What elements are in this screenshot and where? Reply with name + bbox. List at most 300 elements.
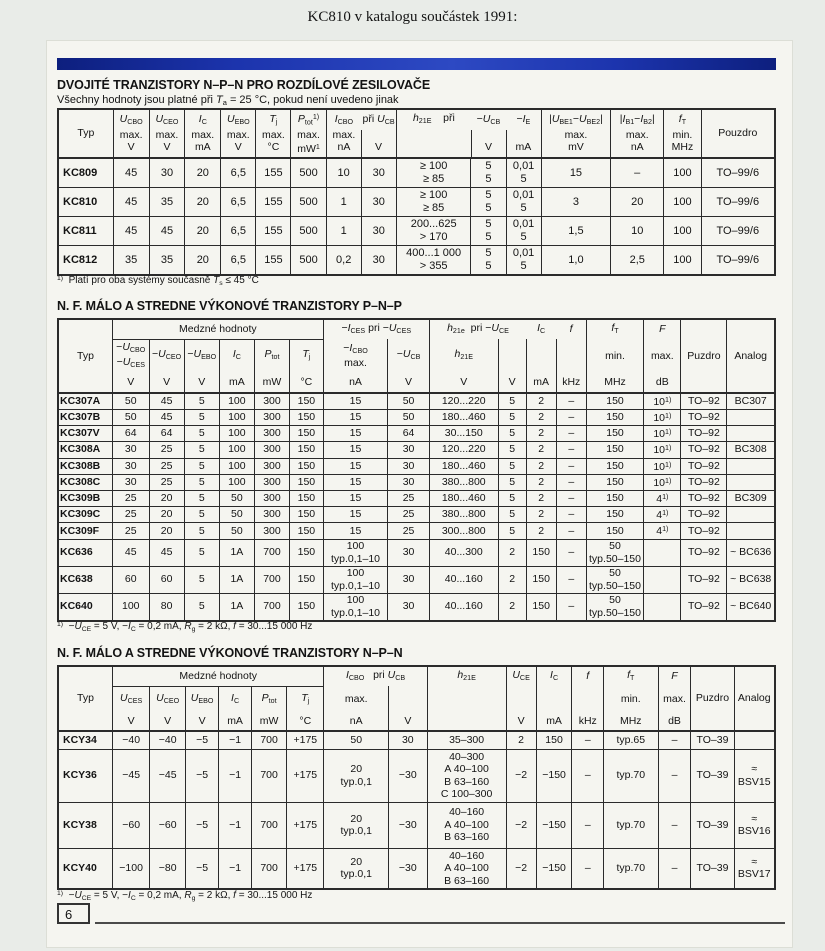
table-row [58,593,775,621]
table-cell: 2 [526,491,556,507]
table-cell: TO–92 [681,409,727,425]
table-cell: 20 [185,158,221,188]
table-cell: 100 [112,593,149,621]
header-cell: $U_{CBO}$ max. V [113,109,149,158]
table-cell: 700 [254,539,289,566]
table-cell: 200...625 > 170 [396,217,471,246]
table-cell: – [556,491,586,507]
section2-table [57,318,776,622]
header-row [58,373,775,393]
table-cell: 6,5 [221,188,256,217]
table-cell: 30 [388,474,430,490]
table-cell: 150 [290,593,324,621]
table-cell: −30 [388,802,427,848]
table-cell: 2 [498,593,526,621]
header-cell: $h_{21E}$ při [396,109,471,158]
header-cell: $T_j$ [290,339,324,373]
table-cell: 35–300 [427,731,506,749]
header-cell: $-U_{EBO}$ [184,339,219,373]
table-cell: 15 [323,491,388,507]
table-cell: 0,01 5 [506,217,541,246]
table-cell: – [556,566,586,593]
table-cell: 2 [526,393,556,410]
table-cell: 100 typ.0,1–10 [323,539,388,566]
table-cell: 6,5 [221,158,256,188]
table-cell: TO–92 [681,593,727,621]
table-cell: 150 [526,593,556,621]
table-cell: 15 [323,393,388,410]
table-cell [727,426,775,442]
table-cell: 100 [219,442,254,458]
table-cell: 30 [112,442,149,458]
header-cell [388,686,427,713]
header-cell: V [429,373,498,393]
table-cell: 300 [254,409,289,425]
table-cell: 45 [149,393,184,410]
table-cell: ≈ BSV16 [734,802,775,848]
table-cell: 25 [388,491,430,507]
table-cell: 150 [536,731,572,749]
table-cell: 3 [541,188,611,217]
header-cell: V [506,713,536,731]
table-cell: 5 [184,507,219,523]
header-row [58,109,775,158]
table-cell [644,566,681,593]
table-cell: 5 [498,491,526,507]
table-cell: 4$^{1)}$ [644,507,681,523]
table-cell: 45 [113,188,149,217]
header-cell: $U_{EBO}$ max. V [221,109,256,158]
header-cell: $P_{tot}$ [252,686,287,713]
header-cell: °C [287,713,324,731]
header-cell: F [658,666,691,686]
table-cell: −2 [506,802,536,848]
table-cell: 150 [290,523,324,539]
table-cell: 5 [184,593,219,621]
table-cell: +175 [287,802,324,848]
table-cell: 20 [611,188,664,217]
table-cell: 20 [185,188,221,217]
table-cell: 15 [323,426,388,442]
table-cell: – [658,731,691,749]
header-cell: min. [586,339,643,373]
header-cell: $h_{21E}$ [427,666,506,686]
header-cell: V [112,713,149,731]
header-cell: V [149,373,184,393]
table-cell: 10$^{1)}$ [644,442,681,458]
table-cell: −5 [186,848,219,889]
table-cell: 50 [219,507,254,523]
table-cell: 400...1 000 > 355 [396,246,471,276]
table-cell: 10$^{1)}$ [644,409,681,425]
header-cell: V [150,713,186,731]
table-cell: BC308 [727,442,775,458]
table-cell: 0,01 5 [506,188,541,217]
table-cell: 45 [149,409,184,425]
table-cell: 5 [498,458,526,474]
table-cell: 150 [290,409,324,425]
table-cell: −40 [150,731,186,749]
table-cell: −150 [536,848,572,889]
table-cell: – [658,802,691,848]
table-cell: 5 [498,474,526,490]
table-cell: 30 [112,474,149,490]
section2-footnote: $^{1)} -U_{CE} = 5$ V, $-I_C = 0,2$ mA, $R_g = 2$ kΩ, f = 30...15 000 Hz [57,621,313,634]
table-cell: 700 [252,731,287,749]
header-cell: Puzdro [691,666,734,731]
type-cell: KC308B [58,458,112,474]
table-cell: 150 [586,442,643,458]
table-cell: – [572,731,604,749]
header-cell: $h_{21e}$ pri $-U_{CE}$ [429,319,526,339]
table-cell: 5 [184,458,219,474]
header-cell: $I_C$ [219,339,254,373]
table-cell: TO–92 [681,507,727,523]
table-cell: −1 [219,802,252,848]
header-cell: Typ [58,319,112,393]
table-cell: 700 [252,749,287,802]
table-cell: 500 [291,217,326,246]
table-cell: – [556,593,586,621]
table-cell: 5 5 [471,217,506,246]
table-cell: 4$^{1)}$ [644,491,681,507]
table-cell: 300 [254,491,289,507]
table-cell: 35 [113,246,149,276]
table-cell: −1 [219,731,252,749]
table-cell: 1A [219,593,254,621]
table-cell: 150 [526,539,556,566]
table-cell [644,539,681,566]
table-cell: 40...160 [429,593,498,621]
table-cell: 25 [112,523,149,539]
table-row [58,802,775,848]
table-cell: 30 [388,731,427,749]
table-cell: 30 [361,188,396,217]
table-cell: −2 [506,749,536,802]
header-cell: V [112,373,149,393]
table-cell: 5 5 [471,158,506,188]
table-cell: 2 [526,442,556,458]
header-cell: $I_{CBO}$ max. nA [326,109,361,158]
header-cell [556,339,586,373]
table-row [58,507,775,523]
table-cell: typ.65 [604,731,658,749]
header-cell: $-I_E$ mA [506,109,541,158]
table-cell: TO–92 [681,491,727,507]
header-cell: f [556,319,586,339]
table-cell: typ.70 [604,802,658,848]
table-cell: 64 [112,426,149,442]
table-cell: 50 typ.50–150 [586,593,643,621]
table-cell: 150 [526,566,556,593]
table-cell: 300 [254,442,289,458]
table-cell: 20 [149,523,184,539]
table-cell: 25 [388,507,430,523]
table-cell: 30...150 [429,426,498,442]
catalog-sheet [47,41,792,947]
table-cell: 40–160 A 40–100 B 63–160 [427,802,506,848]
table-cell: 100 [219,474,254,490]
table-cell: +175 [287,731,324,749]
table-row [58,217,775,246]
header-cell: f [572,666,604,686]
table-cell: 5 [498,409,526,425]
table-cell: 2 [526,458,556,474]
table-cell: 30 [388,458,430,474]
table-cell: 25 [149,458,184,474]
table-cell: 150 [586,491,643,507]
section1-subtitle: Všechny hodnoty jsou platné při $T_a = 25$ °C, pokud není uvedeno jinak [57,94,399,108]
header-cell: nA [323,373,388,393]
type-cell: KC636 [58,539,112,566]
section1-heading: DVOJITÉ TRANZISTORY N–P–N PRO ROZDÍLOVÉ ZESILOVAČE [57,78,431,92]
table-cell: 45 [149,539,184,566]
table-cell: 10$^{1)}$ [644,458,681,474]
table-cell: 40...160 [429,566,498,593]
table-cell: 120...220 [429,393,498,410]
table-cell: TO–92 [681,442,727,458]
table-cell: – [556,507,586,523]
table-cell [734,731,775,749]
table-row [58,848,775,889]
table-cell: – [556,474,586,490]
table-cell: 155 [256,246,291,276]
table-cell: 180...460 [429,458,498,474]
table-cell: – [572,749,604,802]
table-cell: +175 [287,848,324,889]
table-cell: 5 [184,409,219,425]
table-cell: – [658,848,691,889]
table-cell: TO–99/6 [701,188,775,217]
table-cell: 30 [388,442,430,458]
header-cell: při $U_{CB}$ V [361,109,396,158]
table-row [58,246,775,276]
table-cell: 0,01 5 [506,158,541,188]
type-cell: KC638 [58,566,112,593]
table-row [58,731,775,749]
table-cell: 120...220 [429,442,498,458]
table-cell: 5 [184,426,219,442]
header-cell: $I_C$ [536,666,572,686]
header-cell: V [498,373,526,393]
table-cell: 50 typ.50–150 [586,539,643,566]
table-cell: 5 [184,442,219,458]
table-cell: 1A [219,566,254,593]
table-cell: 700 [252,802,287,848]
table-cell: 150 [290,491,324,507]
header-cell: $I_C$ [219,686,252,713]
type-cell: KC309B [58,491,112,507]
header-cell: nA [324,713,389,731]
header-bar [57,58,776,70]
header-row [58,339,775,373]
table-cell: −5 [186,731,219,749]
table-cell: 4$^{1)}$ [644,523,681,539]
type-cell: KCY38 [58,802,112,848]
type-cell: KC308A [58,442,112,458]
table-cell: 500 [291,188,326,217]
table-row [58,393,775,410]
table-cell: 35 [149,246,185,276]
table-cell [644,593,681,621]
header-cell: mA [526,373,556,393]
table-row [58,409,775,425]
table-cell: TO–92 [681,539,727,566]
table-cell: −1 [219,749,252,802]
table-cell: 155 [256,158,291,188]
table-cell: 100 [664,217,701,246]
table-cell: 50 [388,393,430,410]
table-cell: 150 [290,393,324,410]
table-cell: 100 [219,393,254,410]
table-cell: 20 [185,246,221,276]
table-cell [727,409,775,425]
catalog-table [57,318,776,622]
type-cell: KC812 [58,246,113,276]
table-cell: TO–99/6 [701,246,775,276]
type-cell: KC307V [58,426,112,442]
table-cell: 150 [586,474,643,490]
table-cell: 15 [323,458,388,474]
table-cell: BC307 [727,393,775,410]
table-cell: 2 [526,426,556,442]
table-cell: 60 [112,566,149,593]
header-cell: $-I_{CBO}$ max. [323,339,388,373]
table-cell: 15 [323,409,388,425]
header-cell: Pouzdro [701,109,775,158]
table-cell: 35 [149,188,185,217]
table-cell: 40...300 [429,539,498,566]
header-cell: Typ [58,109,113,158]
table-cell: 2 [498,566,526,593]
table-cell: 15 [541,158,611,188]
header-row [58,713,775,731]
table-cell: 100 [664,188,701,217]
table-cell: 150 [290,426,324,442]
table-row [58,426,775,442]
header-cell: $-I_{CES}$ pri $-U_{CES}$ [323,319,429,339]
table-cell: 45 [113,217,149,246]
section1-table [57,108,776,276]
table-cell: ~ BC638 [727,566,775,593]
table-cell: 1 [326,217,361,246]
table-cell: 45 [113,158,149,188]
header-cell [506,686,536,713]
table-cell: −40 [112,731,149,749]
header-cell [526,339,556,373]
table-cell: −45 [150,749,186,802]
header-cell: $I_{CBO}$ pri $U_{CB}$ [324,666,427,686]
table-cell [727,507,775,523]
table-cell: −150 [536,749,572,802]
table-row [58,158,775,188]
header-cell: $U_{CEO}$ [150,686,186,713]
table-cell: 150 [290,442,324,458]
header-cell: $U_{EBO}$ [186,686,219,713]
header-cell [427,713,506,731]
table-cell: −100 [112,848,149,889]
table-cell: – [658,749,691,802]
type-cell: KCY40 [58,848,112,889]
table-cell: 50 [112,393,149,410]
table-cell: 2 [526,474,556,490]
table-cell: – [556,426,586,442]
table-cell: ~ BC640 [727,593,775,621]
table-cell: 380...800 [429,474,498,490]
header-cell: Medzné hodnoty [112,319,323,339]
table-cell: TO–99/6 [701,158,775,188]
table-cell: 150 [290,566,324,593]
header-cell: Analog [727,319,775,393]
header-cell: $U_{CE}$ [506,666,536,686]
header-cell: $I_C$ max. mA [185,109,221,158]
table-cell: TO–39 [691,802,734,848]
table-cell: −60 [150,802,186,848]
table-cell: 5 5 [471,188,506,217]
table-cell: 50 typ.50–150 [586,566,643,593]
table-cell: 100 typ.0,1–10 [323,566,388,593]
header-cell: Puzdro [681,319,727,393]
table-cell [727,458,775,474]
table-cell: 64 [149,426,184,442]
table-cell: – [611,158,664,188]
table-cell: 20 typ.0,1 [324,749,389,802]
table-cell: 30 [361,246,396,276]
section3-footnote: $^{1)} -U_{CE} = 5$ V, $-I_C = 0,2$ mA, $R_g = 2$ kΩ, f = 30...15 000 Hz [57,890,313,903]
section3-heading: N. F. MÁLO A STREDNE VÝKONOVÉ TRANZISTORY N–P–N [57,646,403,660]
header-cell: $T_j$ max. °C [256,109,291,158]
table-row [58,749,775,802]
table-cell: 180...460 [429,409,498,425]
table-cell: TO–39 [691,848,734,889]
table-cell: ≥ 100 ≥ 85 [396,158,471,188]
table-cell: 20 typ.0,1 [324,848,389,889]
table-cell: 10$^{1)}$ [644,474,681,490]
table-cell: 150 [586,426,643,442]
type-cell: KC809 [58,158,113,188]
table-cell: 50 [112,409,149,425]
table-cell: 700 [254,566,289,593]
table-cell: 100 [664,246,701,276]
header-cell: $-U_{CB}$ V [471,109,506,158]
table-cell: – [572,848,604,889]
type-cell: KC810 [58,188,113,217]
table-row [58,188,775,217]
table-cell: 2 [526,507,556,523]
table-cell: – [556,458,586,474]
table-cell: 15 [323,523,388,539]
table-cell: 5 [498,523,526,539]
table-cell: −30 [388,749,427,802]
header-cell: $-U_{CEO}$ [149,339,184,373]
header-cell: $T_j$ [287,686,324,713]
section2-heading: N. F. MÁLO A STREDNE VÝKONOVÉ TRANZISTORY P–N–P [57,299,402,313]
table-cell: 5 [184,491,219,507]
table-cell: 20 [149,491,184,507]
table-cell: – [556,539,586,566]
table-cell: 150 [586,507,643,523]
table-cell: 6,5 [221,217,256,246]
table-cell: – [556,442,586,458]
table-cell: ≥ 100 ≥ 85 [396,188,471,217]
header-cell: $|I_{B1}-I_{B2}|$ max. nA [611,109,664,158]
table-cell: 30 [388,539,430,566]
type-cell: KC811 [58,217,113,246]
table-cell: 1A [219,539,254,566]
table-cell: 155 [256,217,291,246]
header-cell: $P_{tot}$ [254,339,289,373]
header-cell: Medzné hodnoty [112,666,323,686]
